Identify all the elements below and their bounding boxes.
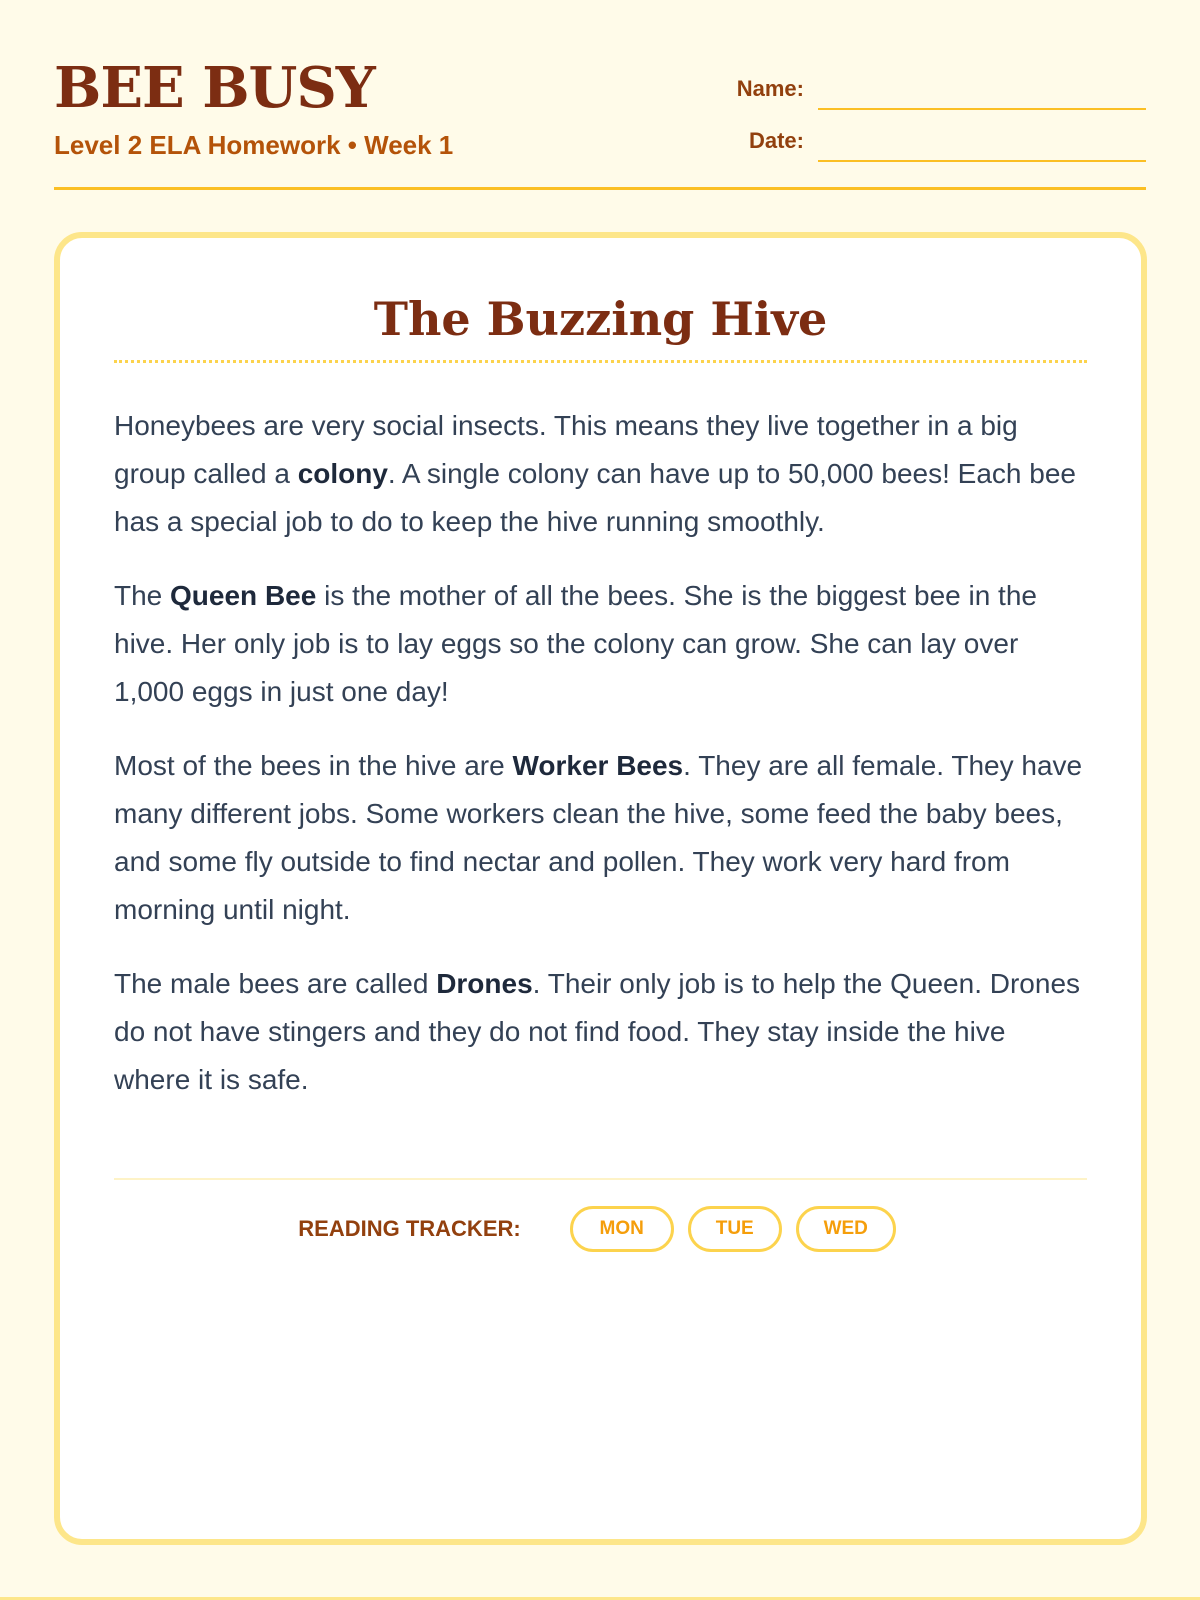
tracker-divider (114, 1178, 1087, 1180)
reading-card (54, 232, 1147, 1545)
tracker-day-mon[interactable]: MON (570, 1206, 674, 1252)
page-header (54, 52, 1146, 190)
date-field[interactable] (818, 126, 1146, 162)
vocab-colony: colony (297, 458, 388, 489)
story-title: The Buzzing Hive (114, 292, 1087, 363)
reading-tracker (60, 1206, 1141, 1252)
story-paragraph: Honeybees are very social insects. This means they live together in a big group called a colony. A single colony can have up to 50,000 bees! Each bee has a special job to do to keep the hive running smoothly. (114, 410, 1076, 537)
date-label: Date: (748, 128, 804, 153)
vocab-worker-bees: Worker Bees (512, 750, 684, 781)
story-paragraph: The male bees are called Drones. Their only job is to help the Queen. Drones do not have stingers and they do not find food. They stay inside the hive where it is safe. (114, 968, 1081, 1095)
story-paragraph: Most of the bees in the hive are Worker Bees. They are all female. They have many different jobs. Some workers clean the hive, some feed the baby bees, and some fly outside to find nectar and pollen. They work very hard from morning until night. (114, 750, 1083, 925)
name-date-fields (726, 58, 1146, 162)
tracker-day-wed[interactable]: WED (796, 1206, 896, 1252)
date-row (726, 110, 1146, 162)
vocab-drones: Drones (436, 968, 533, 999)
name-field[interactable] (818, 74, 1146, 110)
tracker-day-tue[interactable]: TUE (688, 1206, 782, 1252)
vocab-queen-bee: Queen Bee (170, 580, 317, 611)
name-label: Name: (736, 76, 804, 101)
story-body (114, 402, 1087, 1130)
brand-title: BEE BUSY (54, 55, 375, 121)
tracker-label: READING TRACKER: (298, 1216, 521, 1241)
name-row (726, 58, 1146, 110)
story-paragraph: The Queen Bee is the mother of all the bees. She is the biggest bee in the hive. Her only job is to lay eggs so the colony can grow. She can lay over 1,000 eggs in just one day! (114, 580, 1037, 707)
brand-subtitle: Level 2 ELA Homework • Week 1 (54, 130, 454, 160)
